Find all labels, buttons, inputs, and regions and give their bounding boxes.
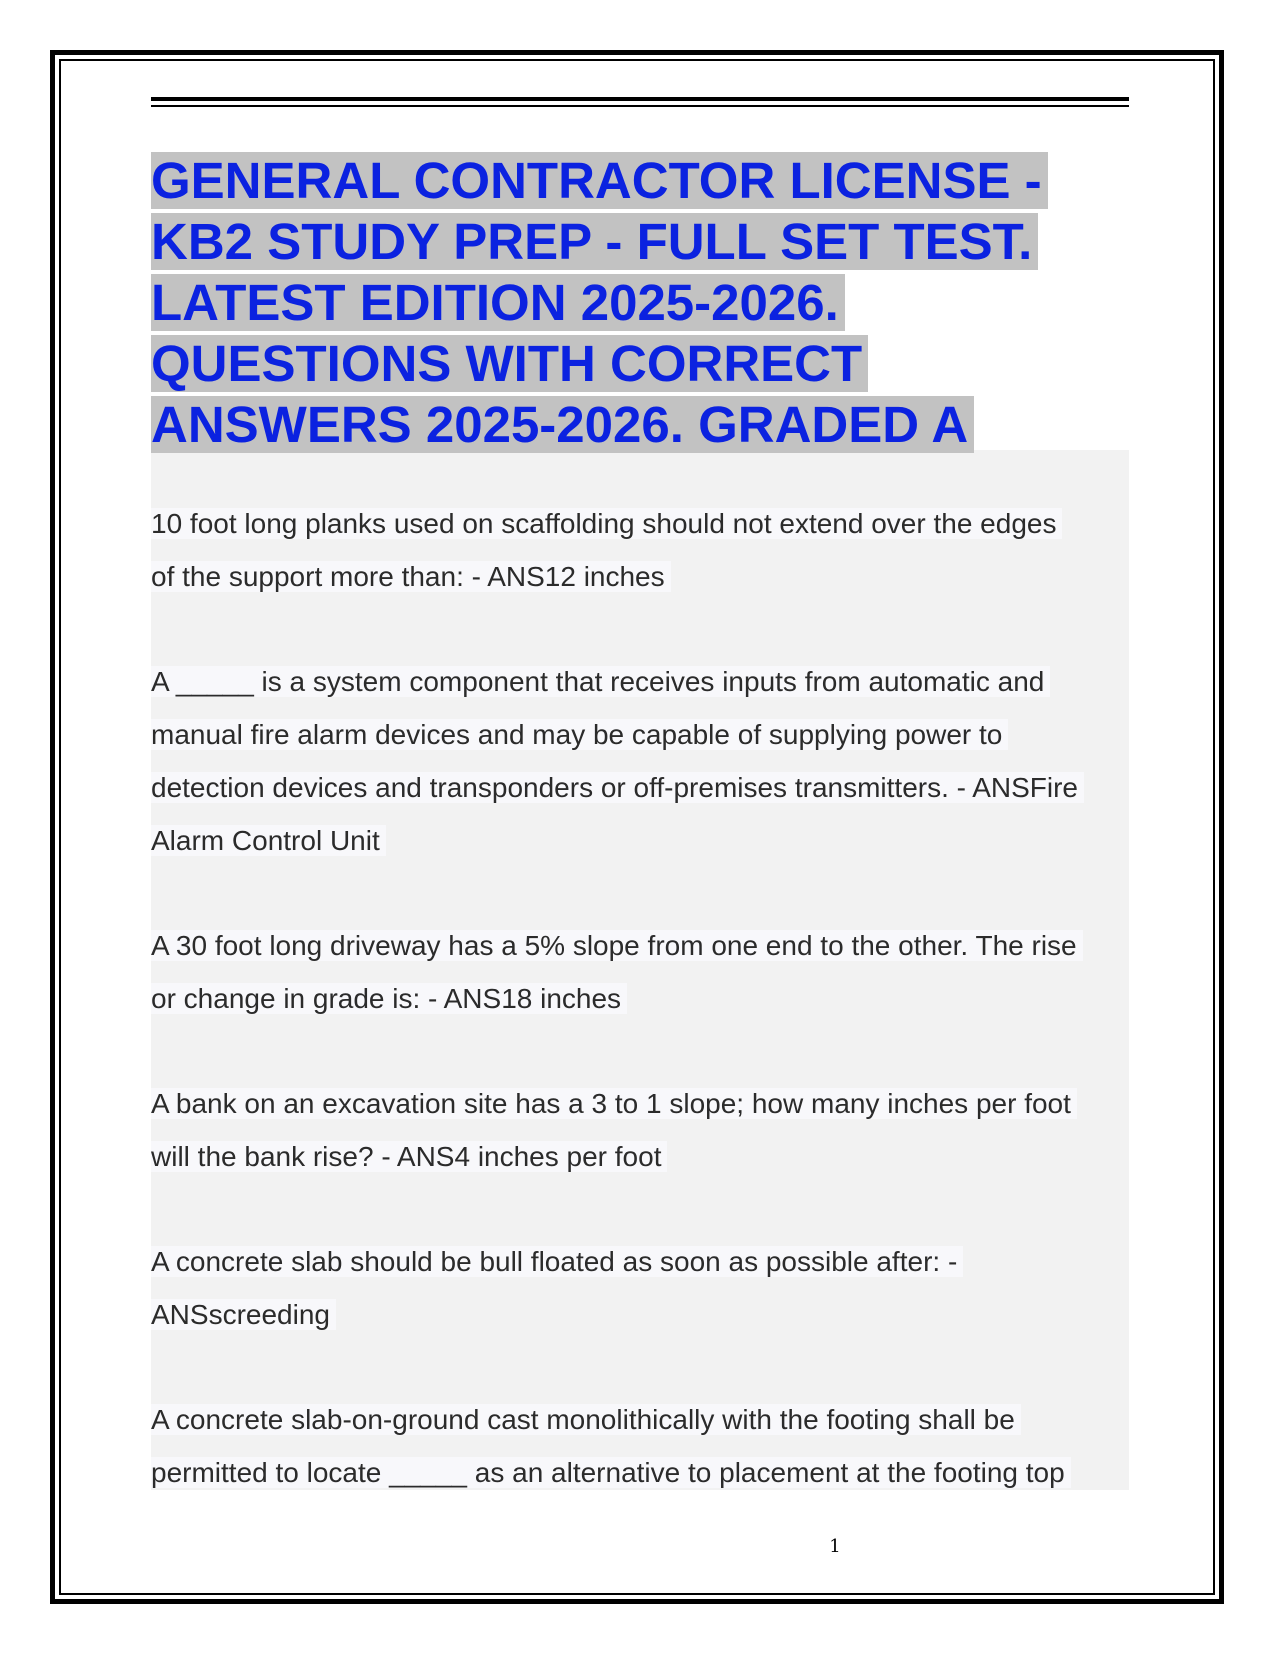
qa-line: A concrete slab should be bull floated as soon as possible after: - [151,1246,963,1277]
header-rule-thin [151,105,1129,107]
qa-entry [151,655,1131,867]
qa-entry [151,1393,1131,1499]
qa-line: A _____ is a system component that receives inputs from automatic and [151,666,1050,697]
qa-line: Alarm Control Unit [151,825,386,856]
qa-line: detection devices and transponders or off-premises transmitters. - ANSFire [151,772,1084,803]
qa-line: permitted to locate _____ as an alternative to placement at the footing top [151,1457,1071,1488]
qa-entry [151,1235,1131,1341]
qa-line: 10 foot long planks used on scaffolding should not extend over the edges [151,508,1062,539]
qa-line: manual fire alarm devices and may be capable of supplying power to [151,719,1008,750]
title-line: GENERAL CONTRACTOR LICENSE - [151,152,1048,209]
qa-line: ANSscreeding [151,1299,336,1330]
qa-line: will the bank rise? - ANS4 inches per foot [151,1141,667,1172]
qa-line: A 30 foot long driveway has a 5% slope from one end to the other. The rise [151,930,1083,961]
question-answer-list [151,497,1131,1551]
qa-entry [151,1077,1131,1183]
qa-entry [151,919,1131,1025]
qa-entry [151,497,1131,603]
title-line: QUESTIONS WITH CORRECT [151,335,868,392]
title-line: ANSWERS 2025-2026. GRADED A [151,396,974,453]
title-line: LATEST EDITION 2025-2026. [151,274,845,331]
qa-line: A bank on an excavation site has a 3 to 1 slope; how many inches per foot [151,1088,1077,1119]
qa-line: A concrete slab-on-ground cast monolithically with the footing shall be [151,1404,1021,1435]
header-rule [151,97,1129,109]
page-number: 1 [829,1536,841,1557]
header-rule-thick [151,97,1129,101]
document-title [151,150,1111,455]
title-line: KB2 STUDY PREP - FULL SET TEST. [151,213,1038,270]
qa-line: or change in grade is: - ANS18 inches [151,983,627,1014]
qa-line: of the support more than: - ANS12 inches [151,561,671,592]
